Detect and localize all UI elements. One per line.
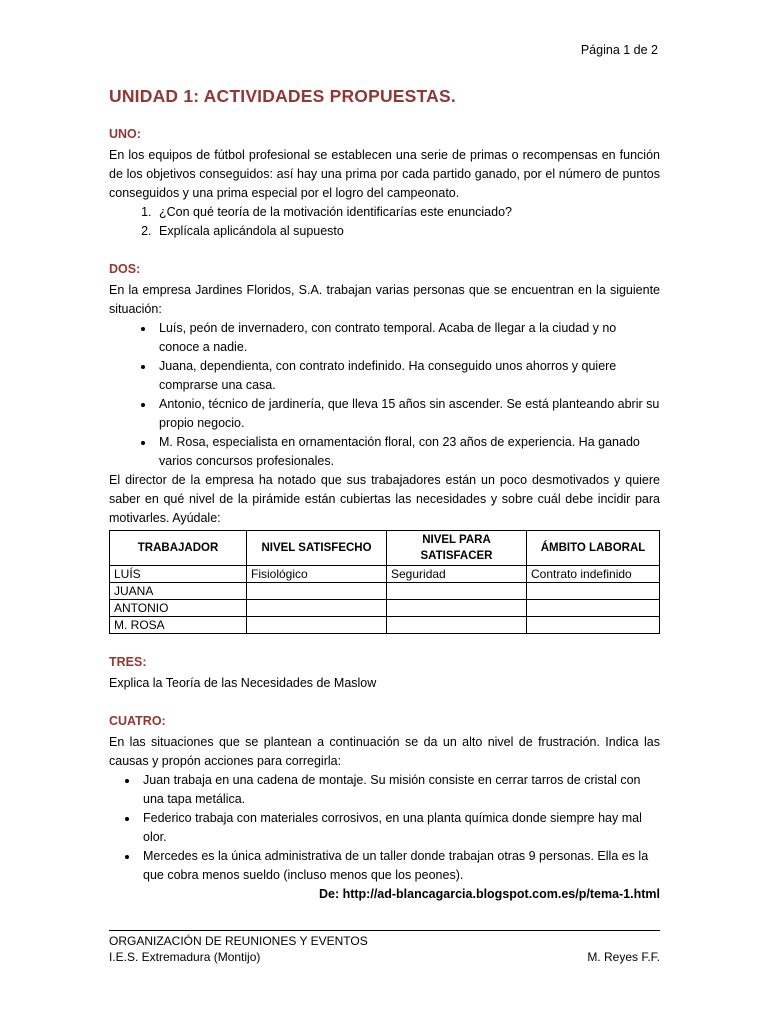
section-uno-questions <box>109 203 660 241</box>
table-cell <box>247 617 387 634</box>
table-cell: JUANA <box>110 583 247 600</box>
document-title: UNIDAD 1: ACTIVIDADES PROPUESTAS. <box>109 86 456 106</box>
section-tres-text: Explica la Teoría de las Necesidades de Maslow <box>109 676 377 690</box>
section-dos-list <box>109 319 660 471</box>
table-header-row <box>110 531 660 566</box>
footer-course: ORGANIZACIÓN DE REUNIONES Y EVENTOS <box>109 934 368 948</box>
section-cuatro-list <box>109 771 660 885</box>
document-body <box>109 86 660 904</box>
list-item: • Antonio, técnico de jardinería, que lleva 15 años sin ascender. Se está planteando abrir su propio negocio. <box>155 395 660 433</box>
table-cell <box>247 600 387 617</box>
list-item: • Juana, dependienta, con contrato indefinido. Ha conseguido unos ahorros y quiere comprarse una casa. <box>155 357 660 395</box>
table-cell: ANTONIO <box>110 600 247 617</box>
table-cell: Seguridad <box>387 566 527 583</box>
section-dos <box>109 260 660 634</box>
section-cuatro-heading: CUATRO: <box>109 714 166 728</box>
section-uno <box>109 125 660 241</box>
table-row <box>110 600 660 617</box>
list-item: • Luís, peón de invernadero, con contrato temporal. Acaba de llegar a la ciudad y no conoce a nadie. <box>155 319 660 357</box>
table-header: TRABAJADOR <box>110 531 247 566</box>
table-cell <box>527 600 660 617</box>
table-cell: Fisiológico <box>247 566 387 583</box>
page-footer <box>109 930 660 965</box>
section-uno-heading: UNO: <box>109 127 141 141</box>
section-uno-text: En los equipos de fútbol profesional se establecen una serie de primas o recompensas en función de los objetivos conseguidos: así hay una prima por cada partido ganado, por el número de puntos conseguidos y una prima especial por el logro del campeonato. <box>109 148 660 200</box>
section-tres-heading: TRES: <box>109 655 147 669</box>
list-item: • M. Rosa, especialista en ornamentación floral, con 23 años de experiencia. Ha ganado varios concursos profesionales. <box>155 433 660 471</box>
table-cell: LUÍS <box>110 566 247 583</box>
question-item: 1. ¿Con qué teoría de la motivación identificarías este enunciado? <box>155 203 660 222</box>
table-cell: Contrato indefinido <box>527 566 660 583</box>
footer-school: I.E.S. Extremadura (Montijo) <box>109 950 261 964</box>
page-number: Página 1 de 2 <box>580 43 658 57</box>
table-row <box>110 583 660 600</box>
section-dos-intro: En la empresa Jardines Floridos, S.A. trabajan varias personas que se encuentran en la siguiente situación: <box>109 283 660 316</box>
list-item: • Juan trabaja en una cadena de montaje. Su misión consiste en cerrar tarros de cristal con una tapa metálica. <box>139 771 660 809</box>
table-row <box>110 617 660 634</box>
question-item: 2. Explícala aplicándola al supuesto <box>155 222 660 241</box>
table-cell: M. ROSA <box>110 617 247 634</box>
section-dos-closing: El director de la empresa ha notado que sus trabajadores están un poco desmotivados y quiere saber en qué nivel de la pirámide están cubiertas las necesidades y sobre cuál debe incidir para motivarles. Ayúdale: <box>109 473 660 525</box>
table-header: NIVEL PARA SATISFACER <box>387 531 527 566</box>
section-cuatro-intro: En las situaciones que se plantean a continuación se da un alto nivel de frustración. Indica las causas y propón acciones para corregirla: <box>109 735 660 768</box>
footer-author: M. Reyes F.F. <box>587 950 660 964</box>
workers-table <box>109 530 660 634</box>
table-header: ÁMBITO LABORAL <box>527 531 660 566</box>
list-item: • Mercedes es la única administrativa de un taller donde trabajan otras 9 personas. Ella es la que cobra menos sueldo (incluso menos que los peones). <box>139 847 660 885</box>
section-dos-heading: DOS: <box>109 262 141 276</box>
section-cuatro <box>109 712 660 904</box>
table-cell <box>387 583 527 600</box>
section-tres <box>109 653 660 693</box>
table-cell <box>527 583 660 600</box>
footer-row <box>109 949 660 965</box>
table-cell <box>247 583 387 600</box>
table-cell <box>387 600 527 617</box>
table-row <box>110 566 660 583</box>
table-cell <box>527 617 660 634</box>
source-link[interactable]: De: http://ad-blancagarcia.blogspot.com.es/p/tema-1.html <box>318 887 660 901</box>
table-cell <box>387 617 527 634</box>
table-header: NIVEL SATISFECHO <box>247 531 387 566</box>
list-item: • Federico trabaja con materiales corrosivos, en una planta química donde siempre hay mal olor. <box>139 809 660 847</box>
